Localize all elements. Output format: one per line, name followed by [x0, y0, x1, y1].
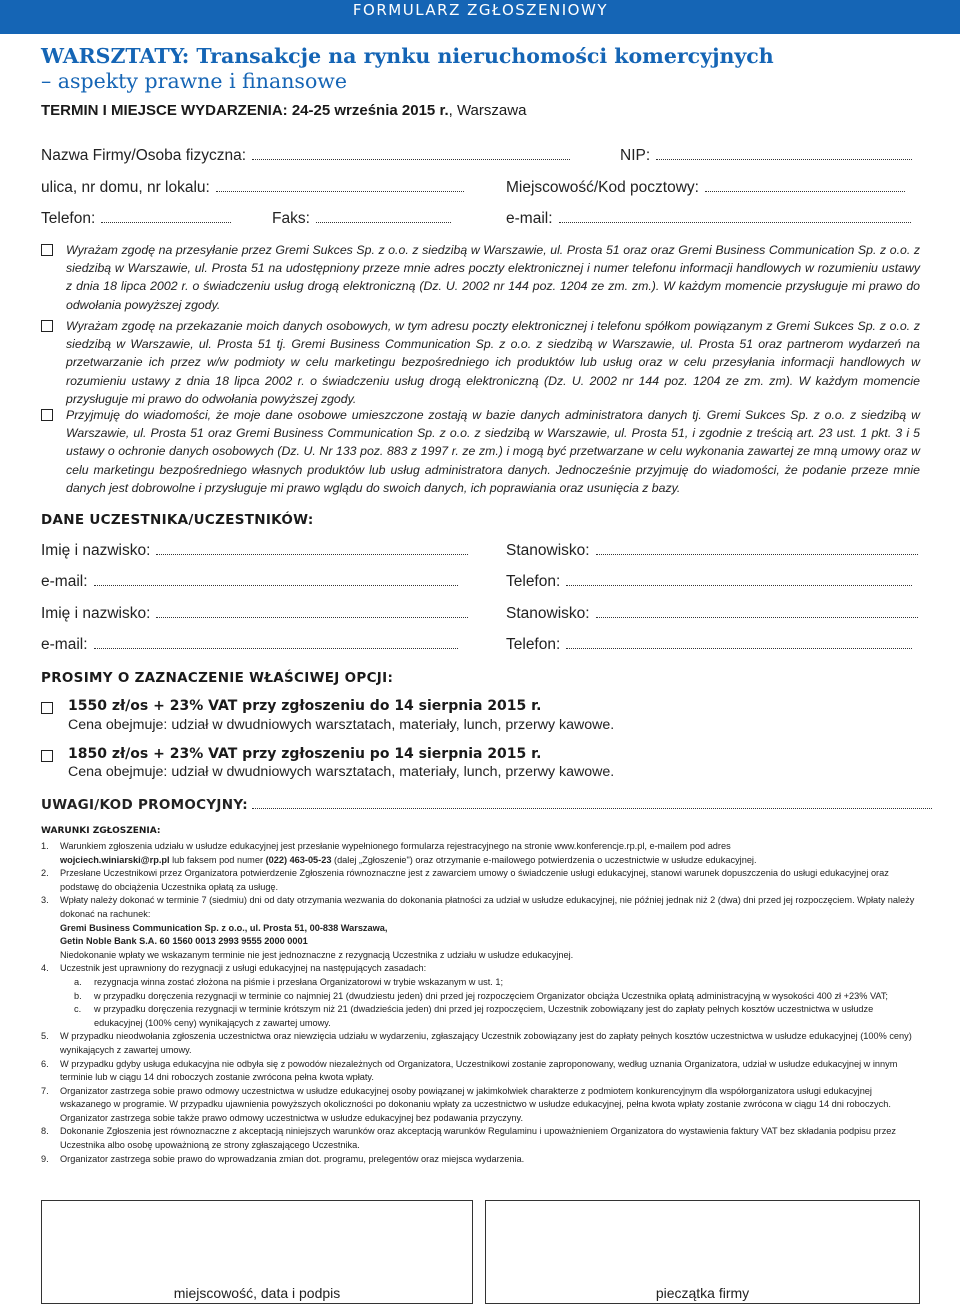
street-label: ulica, nr domu, nr lokalu:: [41, 179, 210, 196]
street-line[interactable]: [216, 182, 464, 192]
option-2-title: 1850 zł/os + 23% VAT przy zgłoszeniu po 14 sierpnia 2015 r.: [68, 746, 542, 762]
event-term-label: TERMIN I MIEJSCE WYDARZENIA: 24-25 września 2015 r.: [41, 102, 449, 119]
header-bar: [0, 0, 960, 34]
city-label: Miejscowość/Kod pocztowy:: [506, 179, 699, 196]
company-name-label: Nazwa Firmy/Osoba fizyczna:: [41, 147, 246, 164]
remarks-label: UWAGI/KOD PROMOCYJNY:: [41, 797, 248, 813]
condition-6-text: W przypadku gdyby usługa edukacyjna nie odbyła się z powodów niezależnych od Organizatora, Uczestnikowi zostanie zaproponowany, według uznania Organizatora, udział w usłudze edukacyjnej w innym terminie lub w ciągu 14 dni roboczych zostanie zwrócona pełna kwota wpłaty.: [60, 1058, 898, 1083]
condition-2-text: Przesłane Uczestnikowi przez Organizatora potwierdzenie Zgłoszenia równoznaczne jest z zawarciem umowy o świadczenie usługi edukacyjnej, stanowi warunek dopuszczenia do usługi edukacyjnej oraz podstawę do obciążenia Uczestnika opłatą za usługę.: [60, 868, 889, 892]
company-name-line[interactable]: [252, 150, 570, 160]
event-term: [41, 102, 526, 119]
participant-1-position-field[interactable]: [506, 542, 918, 560]
option-2-checkbox[interactable]: [41, 750, 53, 762]
condition-4: 4. Uczestnik jest uprawniony do rezygnacji z usługi edukacyjnej na następujących zasadach:: [41, 962, 921, 976]
signature-box[interactable]: [41, 1200, 473, 1304]
email-label: e-mail:: [506, 210, 553, 227]
condition-2: 2. Przesłane Uczestnikowi przez Organizatora potwierdzenie Zgłoszenia równoznaczne jest z zawarciem umowy o świadczenie usługi edukacyjnej, stanowi warunek dopuszczenia do usługi edukacyjnej oraz podstawę do obciążenia Uczestnika opłatą za usługę.: [41, 867, 921, 894]
nip-line[interactable]: [656, 150, 912, 160]
condition-3-text: Wpłaty należy dokonać w terminie 7 (siedmiu) dni od daty otrzymania wezwania do dokonania płatności za udział w usłudze edukacyjnej, nie później jednak niż 2 (dwa) dni przed jej rozpoczęciem. Wpłaty należy dokonać na rachunek:: [60, 895, 915, 919]
bank-account-holder: Gremi Business Communication Sp. z o.o., ul. Prosta 51, 00-838 Warszawa,: [60, 922, 388, 933]
fax-label: Faks:: [272, 210, 310, 227]
condition-8-text: Dokonanie Zgłoszenia jest równoznaczne z akceptacją niniejszych warunków oraz akceptacją warunków Regulaminu i upoważnieniem Organizatora do wystawienia faktury VAT bez składania podpisu przez Uczestnika albo osobę upoważnioną ze strony zgłaszającego Uczestnika.: [60, 1126, 896, 1151]
nip-label: NIP:: [620, 147, 651, 164]
organizer-email: wojciech.winiarski@rp.pl: [60, 854, 170, 865]
condition-5: 5. W przypadku nieodwołania zgłoszenia uczestnictwa oraz niewzięcia udziału w wydarzeniu, zgłaszający Uczestnik zobowiązany jest do zapłaty pełnych kosztów uczestnictwa w usłudze edukacyjnej (100% ceny) wynikających z zawartej umowy.: [41, 1030, 921, 1057]
participant-2-phone-label: Telefon:: [506, 636, 561, 653]
remarks-field[interactable]: [41, 797, 932, 813]
participant-2-phone-field[interactable]: [506, 636, 912, 654]
fax-field[interactable]: [272, 210, 451, 228]
participant-2-email-label: e-mail:: [41, 636, 88, 653]
participant-1-email-line[interactable]: [94, 576, 458, 586]
condition-4c-text: w przypadku doręczenia rezygnacji w terminie krótszym niż 21 (dwadzieścia jeden) dni przed jej rozpoczęciem, Uczestnik zobowiązany jest do zapłaty pełnych kosztów uczestnictwa w usłudze edukacyjnej (100% ceny) wynikających z zawartej umowy.: [94, 1004, 874, 1028]
condition-4c: c. w przypadku doręczenia rezygnacji w terminie krótszym niż 21 (dwadzieścia jeden) dni przed jej rozpoczęciem, Uczestnik zobowiązany jest do zapłaty pełnych kosztów uczestnictwa w usłudze edukacyjnej (100% ceny) wynikających z zawartej umowy.: [41, 1003, 921, 1030]
participant-1-phone-field[interactable]: [506, 573, 912, 591]
participant-1-name-label: Imię i nazwisko:: [41, 542, 151, 559]
nip-field[interactable]: [620, 147, 912, 165]
participants-heading: DANE UCZESTNIKA/UCZESTNIKÓW:: [41, 512, 314, 528]
consent-2-checkbox[interactable]: [41, 320, 53, 332]
street-field[interactable]: [41, 179, 464, 197]
condition-1-text-b: lub faksem pod numer: [169, 854, 266, 865]
email-line[interactable]: [559, 213, 911, 223]
condition-4a-text: rezygnacja winna zostać złożona na piśmie i przesłana Organizatorowi w trybie wskazanym w ust. 1;: [94, 976, 504, 987]
participant-2-phone-line[interactable]: [566, 639, 912, 649]
participant-1-phone-line[interactable]: [566, 576, 912, 586]
condition-5-text: W przypadku nieodwołania zgłoszenia uczestnictwa oraz niewzięcia udziału w wydarzeniu, zgłaszający Uczestnik zobowiązany jest do zapłaty pełnych kosztów uczestnictwa w usłudze edukacyjnej (100% ceny) wynikających z zawartej umowy.: [60, 1031, 912, 1055]
consent-3-text: Przyjmuję do wiadomości, że moje dane osobowe umieszczone zostają w bazie danych administratora danych tj. Gremi Sukces Sp. z o.o. z siedzibą w Warszawie, ul. Prosta 51 oraz Gremi Business Communication Sp. z o.o. z siedzibą w Warszawie, ul. Prosta 51, i zgodnie z treścią art. 23 ust. 1 pkt. 3 i 5 ustawy o ochronie danych osobowych (Dz. U. Nr 133 poz. 883 z 1997 r. ze zm.) i mogą być przetwarzane w celu wykonania zawartej ze mną umowy oraz w celu marketingu bezpośredniego własnych produktów lub usług administratora danych. Jednocześnie przyjmuję do wiadomości, że podanie przeze mnie danych jest dobrowolne i przysługuje mi prawo wglądu do swoich danych, ich poprawiania oraz usunięcia z bazy.: [66, 408, 920, 495]
workshop-title-line1: Transakcje na rynku nieruchomości komercyjnych: [196, 44, 774, 68]
participant-2-name-line[interactable]: [156, 608, 468, 618]
condition-4-text: Uczestnik jest uprawniony do rezygnacji z usługi edukacyjnej na następujących zasadach:: [60, 963, 427, 974]
condition-4b-text: w przypadku doręczenia rezygnacji w terminie co najmniej 21 (dwudziestu jeden) dni przed jej rozpoczęciem Organizator obciąża Uczestnika opłatą administracyjną w wysokości 400 zł +23% VAT;: [94, 990, 888, 1001]
phone-field[interactable]: [41, 210, 231, 228]
workshop-title: [41, 44, 774, 68]
condition-1-text: Warunkiem zgłoszenia udziału w usłudze edukacyjnej jest przesłanie wypełnionego formularza rejestracyjnego na stronie www.konferencje.rp.pl, e-mailem pod adres: [60, 841, 731, 851]
options-heading: PROSIMY O ZAZNACZENIE WŁAŚCIWEJ OPCJI:: [41, 670, 394, 686]
conditions-list: [41, 840, 921, 1166]
email-field[interactable]: [506, 210, 911, 228]
consent-2-text: Wyrażam zgodę na przekazanie moich danych osobowych, w tym adresu poczty elektronicznej i telefonu spółkom powiązanym z Gremi Sukces Sp. z o.o. z siedzibą w Warszawie, ul. Prosta 51 tj. Gremi Business Communication Sp. z o.o. z siedzibą w Warszawie, ul. Prosta 51 oraz partnerom wydarzeń na przetwarzanie ich przez w/w podmioty w celu marketingu bezpośredniego ich produktów lub usług oraz w celu przesyłania informacji handlowych w rozumieniu ustawy z dnia 18 lipca 2002 r. o świadczeniu usług drogą elektroniczną (Dz. U. 2002 nr 144 poz. 1204 ze zm. zm). W każdym momencie przysługuje mi prawo do odwołania powyższej zgody.: [66, 319, 920, 406]
condition-9: 9. Organizator zastrzega sobie prawo do wprowadzania zmian dot. programu, prelegentów oraz miejsca wydarzenia.: [41, 1153, 921, 1167]
condition-9-text: Organizator zastrzega sobie prawo do wprowadzania zmian dot. programu, prelegentów oraz miejsca wydarzenia.: [60, 1153, 525, 1164]
workshop-title-line2: – aspekty prawne i finansowe: [41, 69, 347, 93]
company-name-field[interactable]: [41, 147, 570, 165]
condition-3-note: Niedokonanie wpłaty we wskazanym terminie nie jest jednoznaczne z rezygnacją Uczestnika z udziału w usłudze edukacyjnej.: [60, 949, 574, 960]
form-title: FORMULARZ ZGŁOSZENIOWY: [352, 1, 608, 19]
participant-2-name-label: Imię i nazwisko:: [41, 605, 151, 622]
option-1-description: Cena obejmuje: udział w dwudniowych warsztatach, materiały, lunch, przerwy kawowe.: [68, 717, 615, 733]
consent-1-checkbox[interactable]: [41, 244, 53, 256]
option-1-title: 1550 zł/os + 23% VAT przy zgłoszeniu do 14 sierpnia 2015 r.: [68, 698, 542, 714]
participant-2-email-line[interactable]: [94, 639, 458, 649]
consent-1-text: Wyrażam zgodę na przesyłanie przez Gremi Sukces Sp. z o.o. z siedzibą w Warszawie, ul. Prosta 51 oraz oraz Gremi Business Communication Sp. z o.o. z siedzibą w Warszawie, ul. Prosta 51 na udostępniony przeze mnie adres poczty elektronicznej i numer telefonu informacji handlowych w rozumieniu ustawy z dnia 18 lipca 2002 r. o świadczeniu usług drogą elektroniczną (Dz. U. 2002 nr 144 poz. 1204 ze zm. zm.). W każdym momencie przysługuje mi prawo do odwołania powyższej zgody.: [66, 243, 920, 312]
city-field[interactable]: [506, 179, 905, 197]
condition-4a: a. rezygnacja winna zostać złożona na piśmie i przesłana Organizatorowi w trybie wskazanym w ust. 1;: [41, 976, 921, 990]
condition-8: 8. Dokonanie Zgłoszenia jest równoznaczne z akceptacją niniejszych warunków oraz akceptacją warunków Regulaminu i upoważnieniem Organizatora do wystawienia faktury VAT bez składania podpisu przez Uczestnika albo osobę upoważnioną ze strony zgłaszającego Uczestnika.: [41, 1125, 921, 1152]
participant-1-position-line[interactable]: [596, 545, 918, 555]
condition-6: 6. W przypadku gdyby usługa edukacyjna nie odbyła się z powodów niezależnych od Organizatora, Uczestnikowi zostanie zaproponowany, według uznania Organizatora, udział w usłudze edukacyjnej w innym terminie lub w ciągu 14 dni roboczych zostanie zwrócona pełna kwota wpłaty.: [41, 1058, 921, 1085]
remarks-line[interactable]: [252, 799, 932, 809]
condition-7-text: Organizator zastrzega sobie prawo odmowy uczestnictwa w usłudze edukacyjnej osoby powiązanej w jakimkolwiek charakterze z podmiotem konkurencyjnym dla współorganizatora usługi edukacyjnej wskazanego w programie. W przypadku ujawnienia powyższych okoliczności po dokonaniu wpłaty za uczestnictwo w usłudze edukacyjnej, pełna kwota wpłaty zostanie zwrócona w ciągu 14 dni roboczych. Organizator zastrzega sobie także prawo odmowy uczestnictwa w usłudze edukacyjnej bez podawania przyczyny.: [60, 1085, 891, 1123]
phone-label: Telefon:: [41, 210, 96, 227]
condition-1-text-c: (dalej „Zgłoszenie") oraz otrzymanie e-mailowego potwierdzenia o uczestnictwie w usłudze edukacyjnej.: [331, 854, 757, 865]
phone-line[interactable]: [101, 213, 231, 223]
workshop-prefix: WARSZTATY:: [41, 44, 190, 68]
condition-1: 1. Warunkiem zgłoszenia udziału w usłudze edukacyjnej jest przesłanie wypełnionego formularza rejestracyjnego na stronie www.konferencje.rp.pl, e-mailem pod adres wojciech.winiarski@rp.pl lub faksem pod numer (022) 463-05-23 (dalej „Zgłoszenie") oraz otrzymanie e-mailowego potwierdzenia o uczestnictwie w usłudze edukacyjnej.: [41, 841, 757, 865]
city-line[interactable]: [705, 182, 905, 192]
participant-1-phone-label: Telefon:: [506, 573, 561, 590]
participant-2-email-field[interactable]: [41, 636, 458, 654]
condition-7: 7. Organizator zastrzega sobie prawo odmowy uczestnictwa w usłudze edukacyjnej osoby powiązanej w jakimkolwiek charakterze z podmiotem konkurencyjnym dla współorganizatora usługi edukacyjnej wskazanego w programie. W przypadku ujawnienia powyższych okoliczności po dokonaniu wpłaty za uczestnictwo w usłudze edukacyjnej, pełna kwota wpłaty zostanie zwrócona w ciągu 14 dni roboczych. Organizator zastrzega sobie także prawo odmowy uczestnictwa w usłudze edukacyjnej bez podawania przyczyny.: [41, 1085, 921, 1126]
option-2-description: Cena obejmuje: udział w dwudniowych warsztatach, materiały, lunch, przerwy kawowe.: [68, 764, 615, 780]
event-place: , Warszawa: [448, 102, 527, 119]
condition-4b: b. w przypadku doręczenia rezygnacji w terminie co najmniej 21 (dwudziestu jeden) dni przed jej rozpoczęciem Organizator obciąża Uczestnika opłatą administracyjną w wysokości 400 zł +23% VAT;: [41, 990, 921, 1004]
participant-2-position-line[interactable]: [596, 608, 918, 618]
participant-2-name-field[interactable]: [41, 605, 468, 623]
bank-account-number: Getin Noble Bank S.A. 60 1560 0013 2993 9555 2000 0001: [60, 936, 308, 947]
participant-1-position-label: Stanowisko:: [506, 542, 590, 559]
company-stamp-box[interactable]: [485, 1200, 920, 1304]
participant-2-position-label: Stanowisko:: [506, 605, 590, 622]
conditions-heading: WARUNKI ZGŁOSZENIA:: [41, 826, 161, 836]
participant-1-email-field[interactable]: [41, 573, 458, 591]
signature-label: miejscowość, data i podpis: [173, 1285, 341, 1301]
participant-1-name-field[interactable]: [41, 542, 468, 560]
company-stamp-label: pieczątka firmy: [655, 1285, 750, 1301]
condition-3: 3. Wpłaty należy dokonać w terminie 7 (siedmiu) dni od daty otrzymania wezwania do dokonania płatności za udział w usłudze edukacyjnej, nie później jednak niż 2 (dwa) dni przed jej rozpoczęciem. Wpłaty należy dokonać na rachunek: Gremi Business Communication Sp. z o.o., ul. Prosta 51, 00-838 Warszawa, Getin Noble Bank S.A. 60 1560 0013 2993 9555 2000 0001 Niedokonanie wpłaty we wskazanym terminie nie jest jednoznaczne z rezygnacją Uczestnika z udziału w usłudze edukacyjnej.: [41, 894, 921, 962]
participant-1-email-label: e-mail:: [41, 573, 88, 590]
organizer-fax: (022) 463-05-23: [265, 854, 332, 865]
option-1-checkbox[interactable]: [41, 702, 53, 714]
consent-3-checkbox[interactable]: [41, 409, 53, 421]
fax-line[interactable]: [316, 213, 451, 223]
participant-2-position-field[interactable]: [506, 605, 918, 623]
participant-1-name-line[interactable]: [156, 545, 468, 555]
